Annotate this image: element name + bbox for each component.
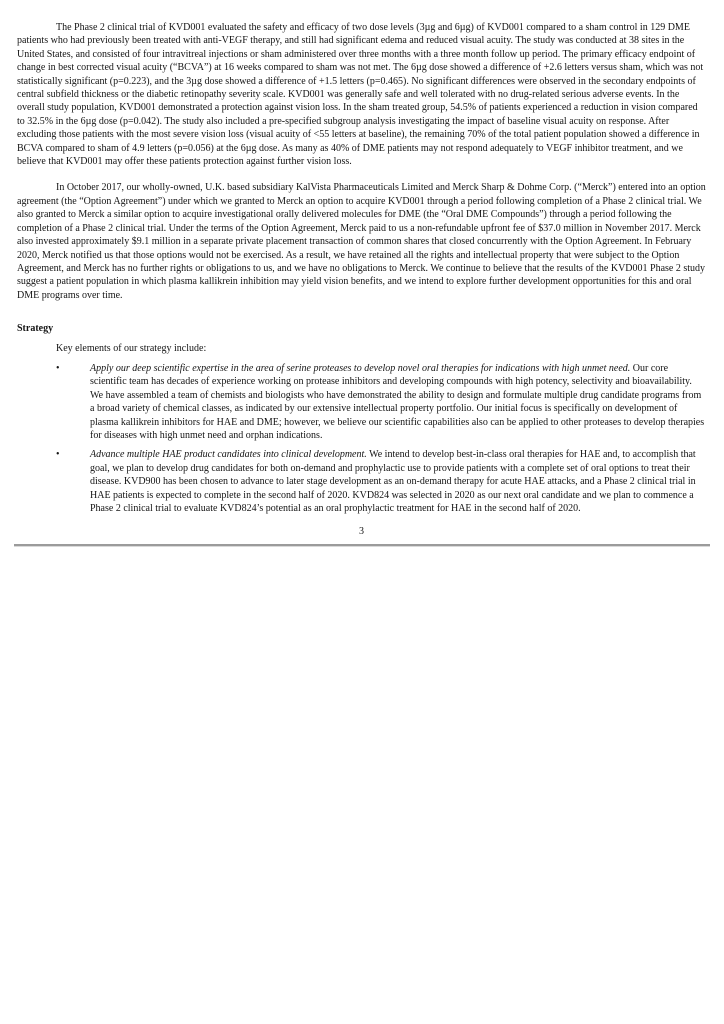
strategy-heading: Strategy — [17, 323, 54, 335]
bullet-marker: • — [56, 449, 60, 461]
paragraph-kvd001-phase2-trial: The Phase 2 clinical trial of KVD001 evaluated the safety and efficacy of two dose levels (3µg and 6µg) of KVD001 compared to a sham control in 129 DME patients who had previously been treated with anti-VEGF therapy, and still had significant edema and reduced visual acuity. The study was conducted at 38 sites in the United States, and consisted of four intravitreal injections or sham administered over three months with a three month follow up period. The primary efficacy endpoint of change in best corrected visual acuity (“BCVA”) at 16 weeks compared to sham was not met. The 6µg dose showed a difference of +2.6 letters versus sham, which was not statistically significant (p=0.223), and the 3µg dose showed a difference of +1.5 letters (p=0.465). No significant differences were observed in the secondary endpoints of central subfield thickness or the diabetic retinopathy severity scale. KVD001 was generally safe and well tolerated with no drug-related serious adverse events. In the overall study population, KVD001 demonstrated a protection against vision loss. In the sham treated group, 54.5% of patients experienced a reduction in vision compared to 32.5% in the 6µg dose (p=0.042). The study also included a pre-specified subgroup analysis investigating the impact of baseline visual acuity on response. After excluding those patients with the most severe vision loss (visual acuity of <55 letters at baseline), the remaining 70% of the total patient population showed a difference in BCVA compared to sham of 4.9 letters (p=0.056) at the 6µg dose. As many as 40% of DME patients may not respond adequately to VEGF inhibitor treatment, and we believe that KVD001 may offer these patients protection against further vision loss. — [17, 22, 704, 168]
page-number: 3 — [359, 526, 364, 538]
bullet-lead-sentence: Apply our deep scientific expertise in the area of serine proteases to develop novel oral therapies for indications with high unmet need. — [90, 362, 631, 374]
bullet-body-text: We intend to develop best-in-class oral therapies for HAE and, to accomplish that goal, we plan to develop drug candidates for both on-demand and prophylactic use to provide patients with a complete set of oral options to treat their disease. KVD900 has been chosen to advance to later stage development as an on-demand therapy for acute HAE attacks, and a Phase 2 clinical trial in HAE patients is expected to complete in the second half of 2020. KVD824 was selected in 2020 as our next oral candidate and we plan to commence a Phase 2 clinical trial to evaluate KVD824’s potential as an oral prophylactic treatment for HAE in the second half of 2020. — [90, 449, 696, 514]
footer-divider — [14, 544, 710, 547]
paragraph-merck-option-agreement: In October 2017, our wholly-owned, U.K. based subsidiary KalVista Pharmaceuticals Limited and Merck Sharp & Dohme Corp. (“Merck”) entered into an option agreement (the “Option Agreement”) under which we granted to Merck an option to acquire KVD001 through a period following completion of a Phase 2 clinical trial. We also granted to Merck a similar option to acquire investigational orally delivered molecules for DME (the “Oral DME Compounds”) through a period following the completion of a Phase 2 clinical trial. Under the terms of the Option Agreement, Merck paid to us a non-refundable upfront fee of $37.0 million in November 2017. Merck also invested approximately $9.1 million in a separate private placement transaction of common shares that closed concurrently with the Option Agreement. In February 2020, Merck notified us that those options would not be exercised. As a result, we have retained all the rights and intellectual property that were subject to the Option Agreement, and Merck has no further rights or obligations to us, and we have no obligations to Merck. We continue to believe that the results of the KVD001 Phase 2 study suggest a patient population in which plasma kallikrein inhibition may yield vision benefits, and we intend to explore further development opportunities for this and oral DME programs over time. — [17, 182, 706, 301]
strategy-intro: Key elements of our strategy include: — [56, 342, 207, 354]
bullet-body-text: Our core scientific team has decades of experience working on protease inhibitors and developing compounds with high potency, selectivity and bioavailability. We have assembled a team of chemists and biologists who have demonstrated the ability to design and formulate multiple drug candidate programs from a broad variety of chemical classes, as indicated by our extensive intellectual property portfolio. Our initial focus is specifically on development of plasma kallikrein inhibitors for HAE and DME; however, we believe our scientific capabilities also can be applied to other proteases to develop therapies for diseases with high unmet need and orphan indications. — [90, 362, 705, 441]
strategy-bullet-hae-candidates — [17, 448, 706, 515]
bullet-text — [90, 448, 706, 515]
bullet-lead-sentence: Advance multiple HAE product candidates into clinical development. — [90, 449, 367, 461]
strategy-bullet-scientific-expertise — [17, 362, 706, 442]
bullet-text — [90, 362, 706, 442]
bullet-marker: • — [56, 362, 60, 374]
